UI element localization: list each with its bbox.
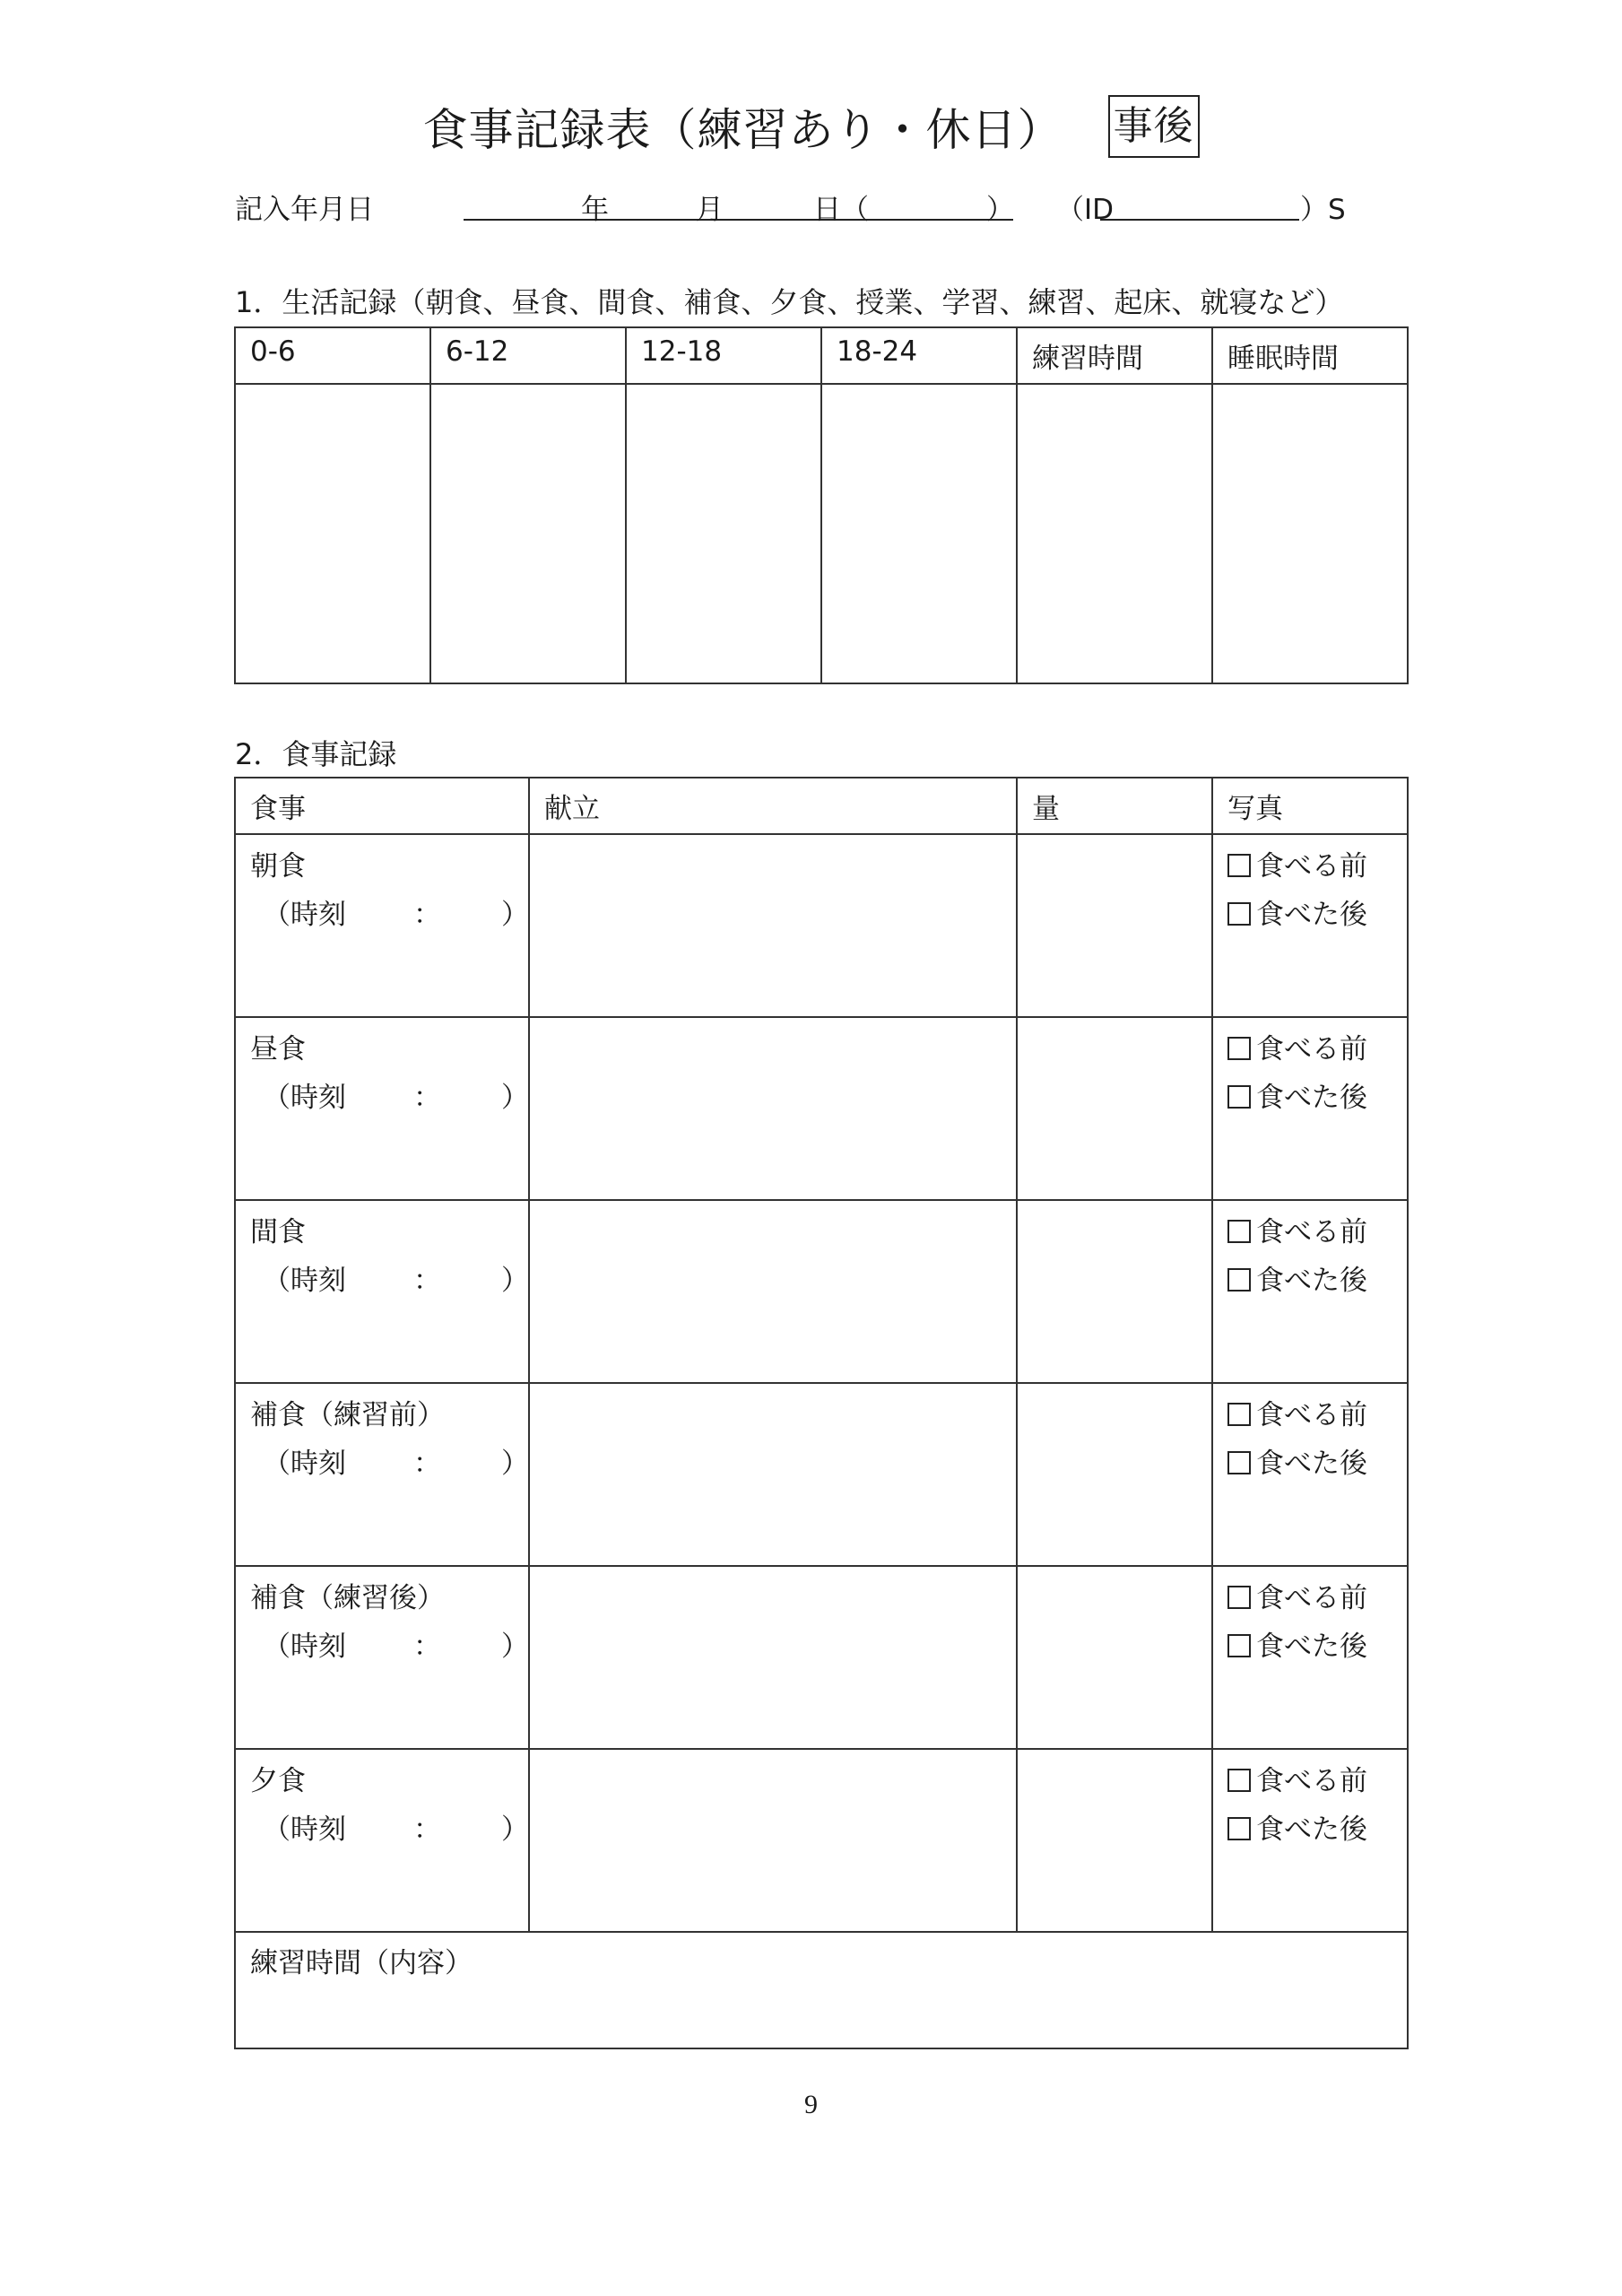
photo-after-checkbox[interactable] (1227, 891, 1392, 939)
photo-after-checkbox[interactable] (1227, 1439, 1392, 1488)
life-record-entry-row (235, 384, 1408, 683)
photo-before-label: 食べる前 (1256, 1582, 1367, 1614)
time-colon: ： (413, 1265, 441, 1297)
entry-cell-12-18[interactable] (626, 384, 821, 683)
col-meal: 食事 (250, 793, 306, 825)
entry-cell-6-12[interactable] (430, 384, 626, 683)
photo-before-label: 食べる前 (1256, 1399, 1367, 1431)
menu-cell[interactable] (529, 1749, 1017, 1932)
amount-cell[interactable] (1017, 1566, 1212, 1749)
checkbox-icon (1227, 1268, 1251, 1292)
entry-row (235, 181, 1401, 226)
amount-cell[interactable] (1017, 1749, 1212, 1932)
meal-name: 間食 (250, 1216, 306, 1248)
photo-before-label: 食べる前 (1256, 1216, 1367, 1248)
col-sleep-time: 睡眠時間 (1227, 343, 1339, 375)
time-close: ） (501, 1813, 529, 1846)
time-close: ） (501, 1082, 529, 1114)
col-12-18: 12-18 (641, 335, 723, 368)
menu-cell[interactable] (529, 1017, 1017, 1200)
time-close: ） (501, 1631, 529, 1663)
time-colon: ： (413, 1082, 441, 1114)
time-colon: ： (413, 1448, 441, 1480)
photo-after-checkbox[interactable] (1227, 1074, 1392, 1122)
life-record-header-row (235, 327, 1408, 384)
section1-heading: 1．生活記録（朝食、昼食、間食、補食、夕食、授業、学習、練習、起床、就寝など） (235, 285, 1344, 319)
amount-cell[interactable] (1017, 1017, 1212, 1200)
meal-time[interactable] (250, 1805, 529, 1854)
col-0-6: 0-6 (250, 335, 296, 368)
meal-name: 補食（練習前） (250, 1399, 445, 1431)
page-number: 9 (804, 2090, 818, 2119)
meal-name: 昼食 (250, 1033, 306, 1065)
menu-cell[interactable] (529, 1200, 1017, 1383)
checkbox-icon (1227, 1634, 1251, 1657)
meal-time[interactable] (250, 1622, 529, 1671)
id-close-label: ）S (1300, 194, 1346, 226)
checkbox-icon (1227, 854, 1251, 877)
time-colon: ： (413, 899, 441, 931)
checkbox-icon (1227, 1085, 1251, 1109)
id-open-label: （ID (1056, 194, 1115, 226)
col-menu: 献立 (544, 793, 600, 825)
practice-content-label: 練習時間（内容） (250, 1947, 473, 1979)
photo-before-checkbox[interactable] (1227, 1025, 1392, 1074)
checkbox-icon (1227, 1769, 1251, 1792)
id-underline[interactable] (1100, 219, 1299, 221)
checkbox-icon (1227, 902, 1251, 926)
photo-before-checkbox[interactable] (1227, 1757, 1392, 1805)
photo-after-label: 食べた後 (1256, 1082, 1367, 1114)
menu-cell[interactable] (529, 1566, 1017, 1749)
time-label: （時刻 (263, 1082, 346, 1114)
col-practice-time: 練習時間 (1032, 343, 1143, 375)
photo-after-checkbox[interactable] (1227, 1805, 1392, 1854)
amount-cell[interactable] (1017, 1200, 1212, 1383)
meal-time[interactable] (250, 1257, 529, 1305)
year-label: 年 (581, 194, 609, 226)
meal-time[interactable] (250, 891, 529, 939)
checkbox-icon (1227, 1817, 1251, 1840)
page-title-row (0, 94, 1622, 159)
time-colon: ： (413, 1813, 441, 1846)
entry-cell-sleep-time[interactable] (1212, 384, 1408, 683)
practice-content-cell[interactable] (235, 1932, 1408, 2048)
meal-time[interactable] (250, 1439, 529, 1488)
entry-date-label: 記入年月日 (235, 194, 374, 226)
meal-row-lunch (235, 1017, 1408, 1200)
page-title: 食事記録表（練習あり・休日） (422, 104, 1063, 156)
photo-after-label: 食べた後 (1256, 1813, 1367, 1846)
time-close: ） (501, 1448, 529, 1480)
col-amount: 量 (1032, 793, 1060, 825)
col-6-12: 6-12 (446, 335, 509, 368)
month-label: 月 (696, 194, 724, 226)
day-open-label: 日（ (813, 194, 869, 226)
photo-before-checkbox[interactable] (1227, 1391, 1392, 1439)
meal-row-dinner (235, 1749, 1408, 1932)
meal-record-header-row (235, 778, 1408, 834)
checkbox-icon (1227, 1451, 1251, 1474)
photo-before-label: 食べる前 (1256, 1033, 1367, 1065)
photo-before-label: 食べる前 (1256, 1765, 1367, 1797)
section2-heading: 2．食事記録 (235, 737, 397, 771)
checkbox-icon (1227, 1037, 1251, 1060)
time-label: （時刻 (263, 1813, 346, 1846)
life-record-table (234, 326, 1409, 684)
checkbox-icon (1227, 1403, 1251, 1426)
meal-row-supplement-after-practice (235, 1566, 1408, 1749)
photo-after-label: 食べた後 (1256, 1448, 1367, 1480)
photo-before-checkbox[interactable] (1227, 1208, 1392, 1257)
meal-row-supplement-before-practice (235, 1383, 1408, 1566)
time-label: （時刻 (263, 899, 346, 931)
photo-after-label: 食べた後 (1256, 1631, 1367, 1663)
checkbox-icon (1227, 1586, 1251, 1609)
time-close: ） (501, 1265, 529, 1297)
time-colon: ： (413, 1631, 441, 1663)
meal-name: 朝食 (250, 850, 306, 883)
meal-row-breakfast (235, 834, 1408, 1017)
amount-cell[interactable] (1017, 834, 1212, 1017)
meal-name: 補食（練習後） (250, 1582, 445, 1614)
meal-time[interactable] (250, 1074, 529, 1122)
photo-before-label: 食べる前 (1256, 850, 1367, 883)
col-photo: 写真 (1227, 793, 1283, 825)
time-close: ） (501, 899, 529, 931)
practice-content-row (235, 1932, 1408, 2048)
photo-after-label: 食べた後 (1256, 1265, 1367, 1297)
time-label: （時刻 (263, 1631, 346, 1663)
entry-cell-18-24[interactable] (821, 384, 1017, 683)
status-badge: 事後 (1108, 95, 1200, 158)
day-close-label: ） (986, 194, 1014, 226)
meal-record-table (234, 777, 1409, 2049)
time-label: （時刻 (263, 1448, 346, 1480)
photo-before-checkbox[interactable] (1227, 842, 1392, 891)
checkbox-icon (1227, 1220, 1251, 1243)
meal-row-snack (235, 1200, 1408, 1383)
photo-before-checkbox[interactable] (1227, 1574, 1392, 1622)
photo-after-checkbox[interactable] (1227, 1257, 1392, 1305)
entry-cell-practice-time[interactable] (1017, 384, 1212, 683)
time-label: （時刻 (263, 1265, 346, 1297)
menu-cell[interactable] (529, 1383, 1017, 1566)
photo-after-label: 食べた後 (1256, 899, 1367, 931)
menu-cell[interactable] (529, 834, 1017, 1017)
amount-cell[interactable] (1017, 1383, 1212, 1566)
col-18-24: 18-24 (837, 335, 918, 368)
date-underline[interactable] (464, 219, 1013, 221)
meal-name: 夕食 (250, 1765, 306, 1797)
entry-cell-0-6[interactable] (235, 384, 430, 683)
photo-after-checkbox[interactable] (1227, 1622, 1392, 1671)
